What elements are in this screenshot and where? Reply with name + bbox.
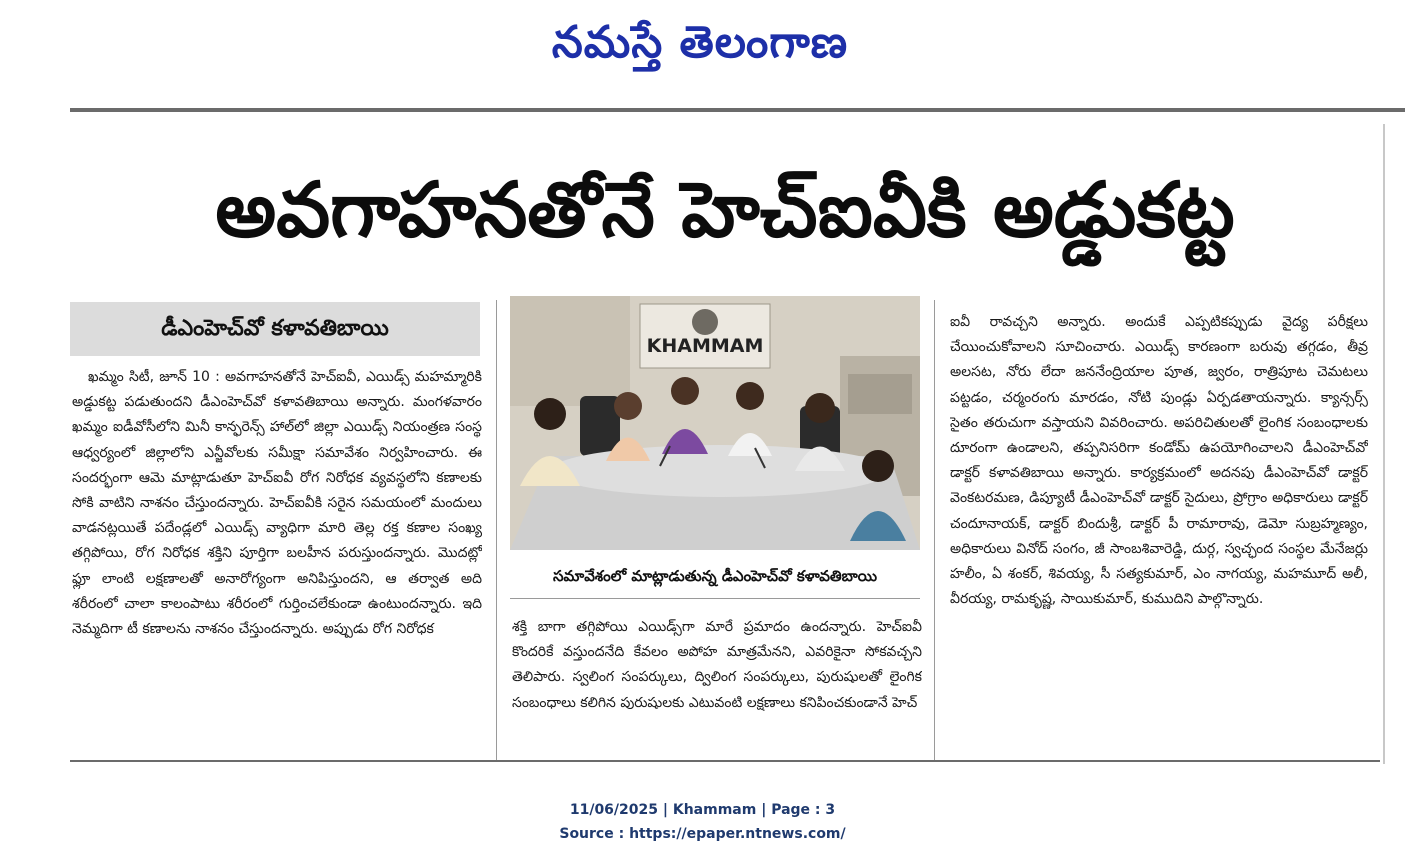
article-bottom-rule (70, 760, 1380, 762)
column-divider-2 (934, 300, 935, 760)
photo-wall-sign: KHAMMAM (646, 335, 764, 357)
footer-date-edition-page: 11/06/2025 | Khammam | Page : 3 (569, 802, 836, 818)
article-headline: అవగాహనతోనే హెచ్‌ఐవీకి అడ్డుకట్ట (215, 165, 1235, 254)
meeting-photo-illustration (510, 296, 920, 550)
page-edge-line (1383, 124, 1385, 764)
column-divider-1 (496, 300, 497, 760)
article-column-1: ఖమ్మం సిటీ, జూన్ 10 : అవగాహనతోనే హెచ్‌ఐవీ, ఎయిడ్స్ మహమ్మారికి అడ్డుకట్ట పడుతుందని డీఎంహెచ్‌వో కళావతిబాయి అన్నారు. మంగళవారం ఖమ్మం ఐడీవోసీలోని మినీ కాన్ఫరెన్స్ హాల్‌లో జిల్లా ఎయిడ్స్ నియంత్రణ సంస్థ ఆధ్వర్యంలో జిల్లాలోని ఎన్జీవోలకు సమీక్షా సమావేశం నిర్వహించారు. ఈ సందర్భంగా ఆమె మాట్లాడుతూ హెచ్‌ఐవీ రోగ నిరోధక వ్యవస్థలోని కణాలకు సోకి వాటిని నాశనం చేస్తుందన్నారు. హెచ్‌ఐవీకి సరైన సమయంలో మందులు వాడనట్లయితే పదేండ్లలో ఎయిడ్స్ వ్యాధిగా మారి తెల్ల రక్త కణాల సంఖ్య తగ్గిపోయి, రోగ నిరోధక శక్తిని పూర్తిగా బలహీన పరుస్తుందన్నారు. మొదట్లో ఫ్లూ లాంటి లక్షణాలతో అనారోగ్యంగా అనిపిస్తుందని, ఆ తర్వాత అది శరీరంలో చాలా కాలంపాటు శరీరంలో గుర్తించలేకుండా ఉంటుందన్నారు. ఇది నెమ్మదిగా టీ కణాలను నాశనం చేస్తుందన్నారు. అప్పుడు రోగ నిరోధక (72, 369, 482, 638)
article-column-3: ఐవీ రావచ్చని అన్నారు. అందుకే ఎప్పటికప్పుడు వైద్య పరీక్షలు చేయించుకోవాలని సూచించారు. ఎయిడ్స్ కారణంగా బరువు తగ్గడం, తీవ్ర అలసట, నోరు లేదా జననేంద్రియాల పూత, జ్వరం, రాత్రిపూట చెమటలు పట్టడం, చర్మంరంగు మారడం, నోటి పుండ్లు ఏర్పడతాయన్నారు. క్యాన్సర్స్ సైతం తరుచుగా వస్తాయని వివరించారు. అపరిచితులతో లైంగిక సంబంధాలకు దూరంగా ఉండాలని, తప్పనిసరిగా కండోమ్ ఉపయోగించాలని డీఎంహెచ్‌వో డాక్టర్ కళావతిబాయి అన్నారు. కార్యక్రమంలో అదనపు డీఎంహెచ్‌వో డాక్టర్ వెంకటరమణ, డిప్యూటీ డీఎంహెచ్‌వో డాక్టర్ సైదులు, ప్రోగ్రాం అధికారులు డాక్టర్ చందూనాయక్, డాక్టర్ బిందుశ్రీ, డాక్టర్ పీ రామారావు, డెమో సుబ్రహ్మణ్యం, అధికారులు వినోద్ సంగం, జీ సాంబశివారెడ్డి, దుర్గ, స్వచ్ఛంద సంస్థల మేనేజర్లు హలీం, ఏ శంకర్, శివయ్య, సీ సత్యకుమార్, ఎం నాగయ్య, మహమూద్ అలీ, వీరయ్య, రామకృష్ణ, సాయికుమార్, కుముదిని పాల్గొన్నారు. (950, 314, 1368, 608)
photo-caption: సమావేశంలో మాట్లాడుతున్న డీఎంహెచ్‌వో కళావతిబాయి (552, 567, 878, 585)
masthead-divider (70, 108, 1405, 112)
caption-divider (510, 598, 920, 599)
footer-source-link: Source : https://epaper.ntnews.com/ (559, 826, 846, 842)
article-column-2: శక్తి బాగా తగ్గిపోయి ఎయిడ్స్‌గా మారే ప్రమాదం ఉందన్నారు. హెచ్‌ఐవీ కొందరికే వస్తుందనేది కేవలం అపోహ మాత్రమేనని, ఎవరికైనా సోకవచ్చని తెలిపారు. స్వలింగ సంపర్కులు, ద్విలింగ సంపర్కులు, పురుషులతో లైంగిక సంబంధాలు కలిగిన పురుషులకు ఎటువంటి లక్షణాలు కనిపించకుండానే హెచ్ (512, 619, 922, 711)
article-subhead: డీఎంహెచ్‌వో కళావతిబాయి (70, 302, 480, 356)
meeting-photo (510, 296, 920, 550)
masthead-logo: నమస్తే తెలంగాణ (551, 17, 849, 68)
